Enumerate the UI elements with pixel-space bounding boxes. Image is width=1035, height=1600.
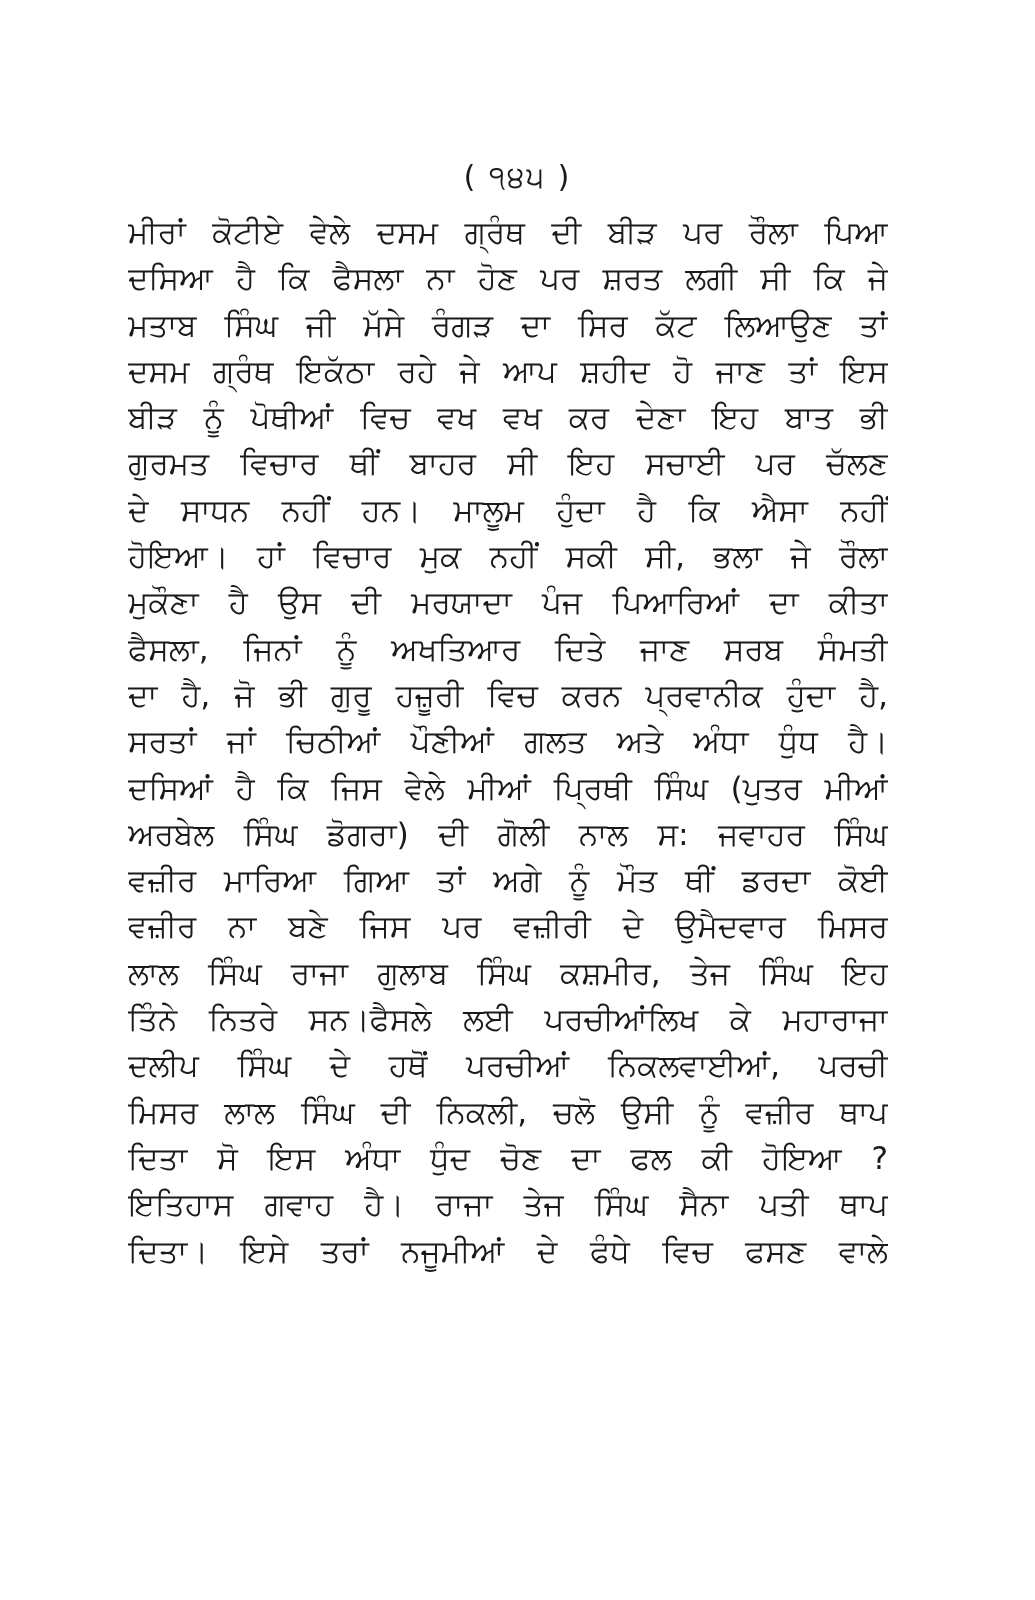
text-line: ਬੀੜ ਨੂੰ ਪੋਥੀਆਂ ਵਿਚ ਵਖ ਵਖ ਕਰ ਦੇਣਾ ਇਹ ਬਾਤ ਭੀ [128,400,888,437]
text-line: ਹੋਇਆ। ਹਾਂ ਵਿਚਾਰ ਮੁਕ ਨਹੀਂ ਸਕੀ ਸੀ, ਭਲਾ ਜੇ ਰੌਲਾ [128,539,888,576]
text-line: ਗੁਰਮਤ ਵਿਚਾਰ ਥੀਂ ਬਾਹਰ ਸੀ ਇਹ ਸਚਾਈ ਪਰ ਚੱਲਣ [128,446,888,483]
text-line: ਦਸਮ ਗ੍ਰੰਥ ਇਕੱਠਾ ਰਹੇ ਜੇ ਆਪ ਸ਼ਹੀਦ ਹੋ ਜਾਣ ਤਾਂ ਇਸ [128,353,888,390]
text-line: ਮੁਕੌਣਾ ਹੈ ਉਸ ਦੀ ਮਰਯਾਦਾ ਪੰਜ ਪਿਆਰਿਆਂ ਦਾ ਕੀਤਾ [128,585,888,622]
text-line: ਦਸਿਆ ਹੈ ਕਿ ਫੈਸਲਾ ਨਾ ਹੋਣ ਪਰ ਸ਼ਰਤ ਲਗੀ ਸੀ ਕਿ ਜੇ [128,261,888,298]
text-line: ਦਿਤਾ। ਇਸੇ ਤਰਾਂ ਨਜੂਮੀਆਂ ਦੇ ਫੰਧੇ ਵਿਚ ਫਸਣ ਵਾਲੇ [128,1233,888,1270]
text-line: ਮਤਾਬ ਸਿੰਘ ਜੀ ਮੱਸੇ ਰੰਗੜ ਦਾ ਸਿਰ ਕੱਟ ਲਿਆਉਣ ਤਾਂ [128,307,888,344]
text-line: ਲਾਲ ਸਿੰਘ ਰਾਜਾ ਗੁਲਾਬ ਸਿੰਘ ਕਸ਼ਮੀਰ, ਤੇਜ ਸਿੰਘ ਇਹ [128,955,888,992]
text-line: ਦਸਿਆਂ ਹੈ ਕਿ ਜਿਸ ਵੇਲੇ ਮੀਆਂ ਪ੍ਰਿਥੀ ਸਿੰਘ (ਪੁਤਰ ਮੀਆਂ [128,770,888,807]
text-line: ਤਿੰਨੇ ਨਿਤਰੇ ਸਨ।ਫੈਸਲੇ ਲਈ ਪਰਚੀਆਂਲਿਖ ਕੇ ਮਹਾਰਾਜਾ [128,1002,888,1039]
text-line: ਵਜ਼ੀਰ ਮਾਰਿਆ ਗਿਆ ਤਾਂ ਅਗੇ ਨੂੰ ਮੌਤ ਥੀਂ ਡਰਦਾ ਕੋਈ [128,863,888,900]
text-line: ਦਿਤਾ ਸੋ ਇਸ ਅੰਧਾ ਧੁੰਦ ਚੋਣ ਦਾ ਫਲ ਕੀ ਹੋਇਆ ? [128,1140,888,1177]
text-line: ਦਲੀਪ ਸਿੰਘ ਦੇ ਹਥੋਂ ਪਰਚੀਆਂ ਨਿਕਲਵਾਈਆਂ, ਪਰਚੀ [128,1048,888,1085]
text-line: ਫੈਸਲਾ, ਜਿਨਾਂ ਨੂੰ ਅਖਤਿਆਰ ਦਿਤੇ ਜਾਣ ਸਰਬ ਸੰਮਤੀ [128,631,888,668]
text-line: ਸਰਤਾਂ ਜਾਂ ਚਿਠੀਆਂ ਪੌਣੀਆਂ ਗਲਤ ਅਤੇ ਅੰਧਾ ਧੁੰਧ ਹੈ। [128,724,888,761]
text-line: ਦਾ ਹੈ, ਜੋ ਭੀ ਗੁਰੂ ਹਜ਼ੂਰੀ ਵਿਚ ਕਰਨ ਪ੍ਰਵਾਨੀਕ ਹੁੰਦਾ ਹੈ, [128,677,888,714]
body-text [128,210,888,1275]
page-number: ( ੧੪੫ ) [463,160,572,195]
text-line: ਅਰਬੇਲ ਸਿੰਘ ਡੋਗਰਾ) ਦੀ ਗੋਲੀ ਨਾਲ ਸ: ਜਵਾਹਰ ਸਿੰਘ [128,816,888,853]
text-line: ਮਿਸਰ ਲਾਲ ਸਿੰਘ ਦੀ ਨਿਕਲੀ, ਚਲੋ ਉਸੀ ਨੂੰ ਵਜ਼ੀਰ ਥਾਪ [128,1094,888,1131]
text-line: ਦੇ ਸਾਧਨ ਨਹੀਂ ਹਨ। ਮਾਲੂਮ ਹੁੰਦਾ ਹੈ ਕਿ ਐਸਾ ਨਹੀਂ [128,492,888,529]
text-line: ਮੀਰਾਂ ਕੋਟੀਏ ਵੇਲੇ ਦਸਮ ਗ੍ਰੰਥ ਦੀ ਬੀੜ ਪਰ ਰੌਲਾ ਪਿਆ [128,215,888,251]
text-line: ਇਤਿਹਾਸ ਗਵਾਹ ਹੈ। ਰਾਜਾ ਤੇਜ ਸਿੰਘ ਸੈਨਾ ਪਤੀ ਥਾਪ [128,1187,888,1224]
text-line: ਵਜ਼ੀਰ ਨਾ ਬਣੇ ਜਿਸ ਪਰ ਵਜ਼ੀਰੀ ਦੇ ਉਮੈਦਵਾਰ ਮਿਸਰ [128,909,888,946]
